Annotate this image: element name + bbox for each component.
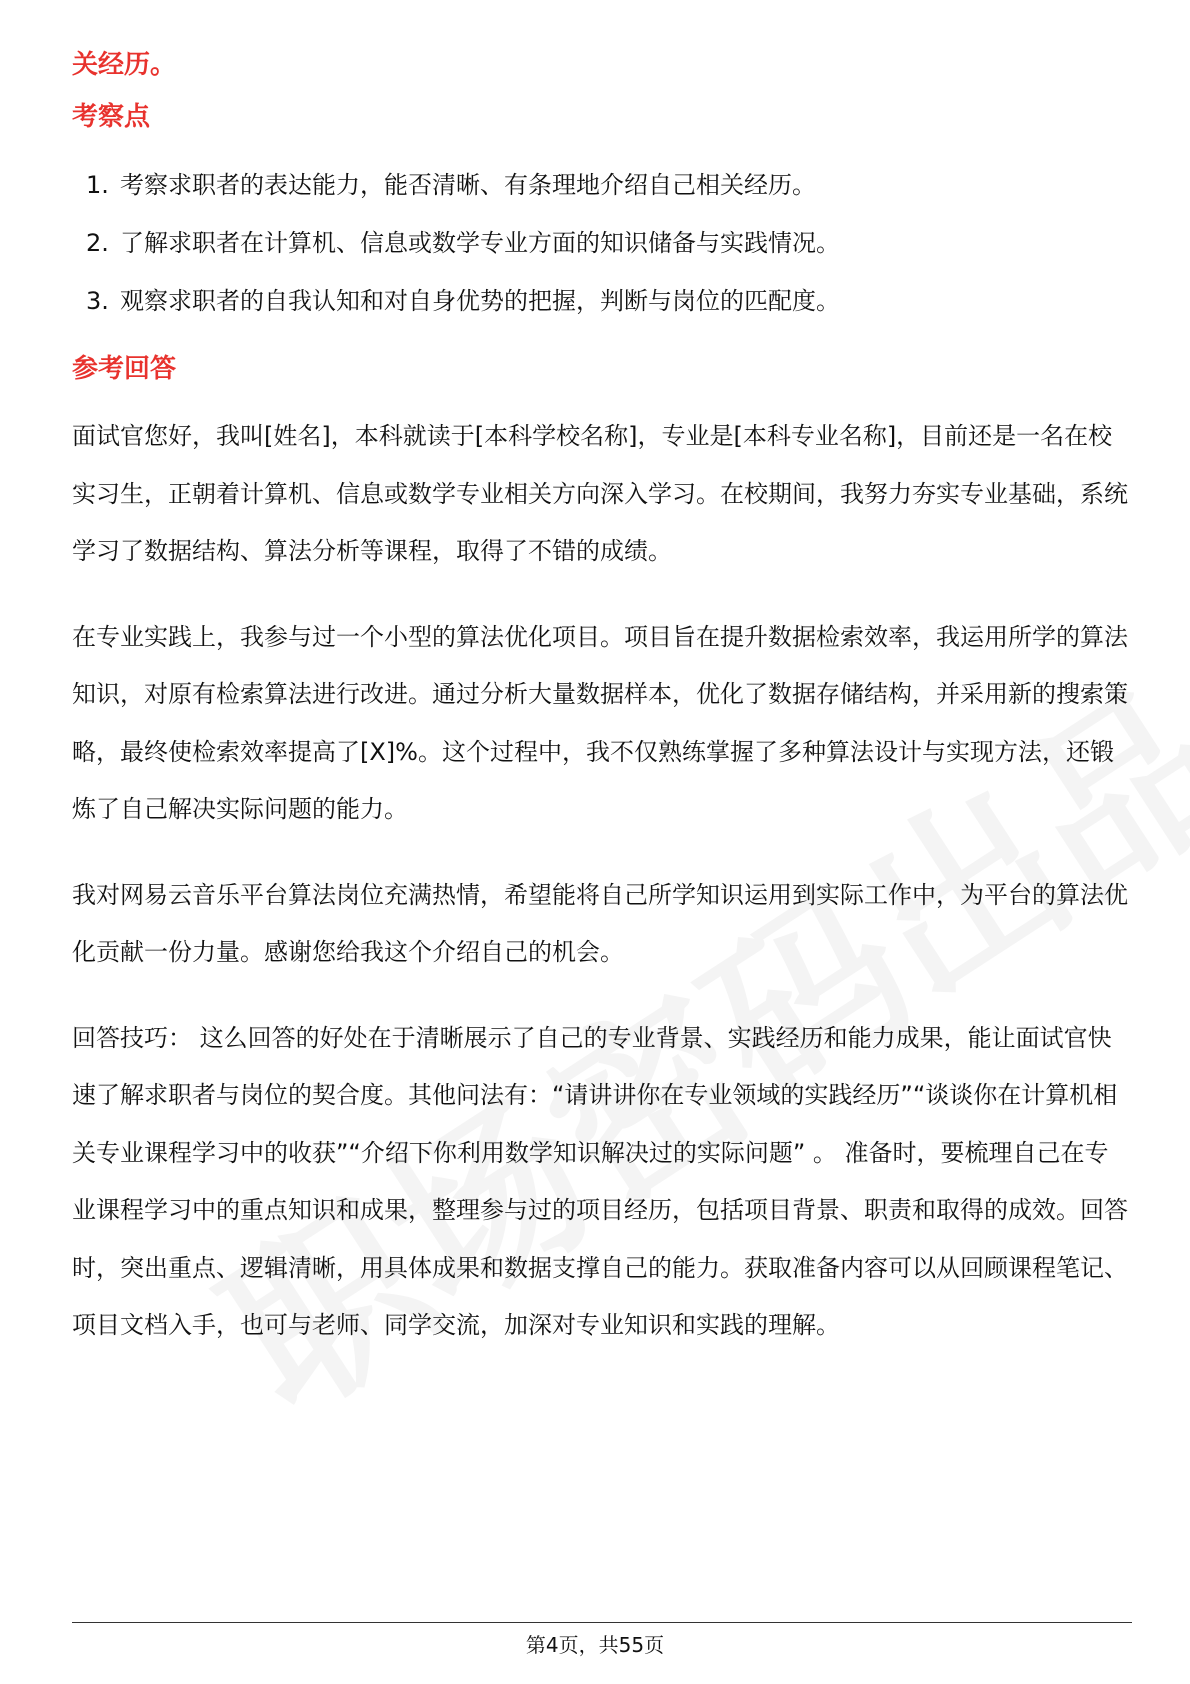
list-item-text: 观察求职者的自我认知和对自身优势的把握，判断与岗位的匹配度。	[120, 287, 840, 315]
list-number: 1.	[86, 171, 109, 199]
list-item	[72, 272, 1132, 330]
page-content	[72, 46, 1132, 1383]
reference-heading: 参考回答	[72, 354, 177, 384]
examine-points-list	[72, 156, 1132, 330]
tips-paragraph: 回答技巧： 这么回答的好处在于清晰展示了自己的专业背景、实践经历和能力成果，能让面试官快速了解求职者与岗位的契合度。其他问法有：“请讲讲你在专业领域的实践经历”“谈谈你在计算机相关专业课程学习中的收获”“介绍下你利用数学知识解决过的实际问题” 。 准备时，要梳理自己在专业课程学习中的重点知识和成果，整理参与过的项目经历，包括项目背景、职责和取得的成效。回答时，突出重点、逻辑清晰，用具体成果和数据支撑自己的能力。获取准备内容可以从回顾课程笔记、项目文档入手，也可与老师、同学交流，加深对专业知识和实践的理解。	[72, 1023, 1128, 1339]
answer-paragraph: 我对网易云音乐平台算法岗位充满热情，希望能将自己所学知识运用到实际工作中，为平台的算法优化贡献一份力量。感谢您给我这个介绍自己的机会。	[72, 880, 1128, 966]
list-item-text: 考察求职者的表达能力，能否清晰、有条理地介绍自己相关经历。	[120, 171, 816, 199]
list-item	[72, 156, 1132, 214]
list-number: 3.	[86, 287, 109, 315]
answer-paragraph: 在专业实践上，我参与过一个小型的算法优化项目。项目旨在提升数据检索效率，我运用所学的算法知识，对原有检索算法进行改进。通过分析大量数据样本，优化了数据存储结构，并采用新的搜索策略，最终使检索效率提高了[X]%。这个过程中，我不仅熟练掌握了多种算法设计与实现方法，还锻炼了自己解决实际问题的能力。	[72, 622, 1128, 823]
page-number: 第4页，共55页	[525, 1633, 665, 1657]
answer-paragraph: 面试官您好，我叫[姓名]，本科就读于[本科学校名称]，专业是[本科专业名称]，目前还是一名在校实习生，正朝着计算机、信息或数学专业相关方向深入学习。在校期间，我努力夯实专业基础，系统学习了数据结构、算法分析等课程，取得了不错的成绩。	[72, 422, 1128, 565]
list-item	[72, 214, 1132, 272]
section-fragment: 关经历。	[72, 50, 177, 80]
list-item-text: 了解求职者在计算机、信息或数学专业方面的知识储备与实践情况。	[120, 229, 840, 257]
list-number: 2.	[86, 229, 109, 257]
examine-heading: 考察点	[72, 102, 151, 132]
footer-divider	[72, 1622, 1132, 1623]
